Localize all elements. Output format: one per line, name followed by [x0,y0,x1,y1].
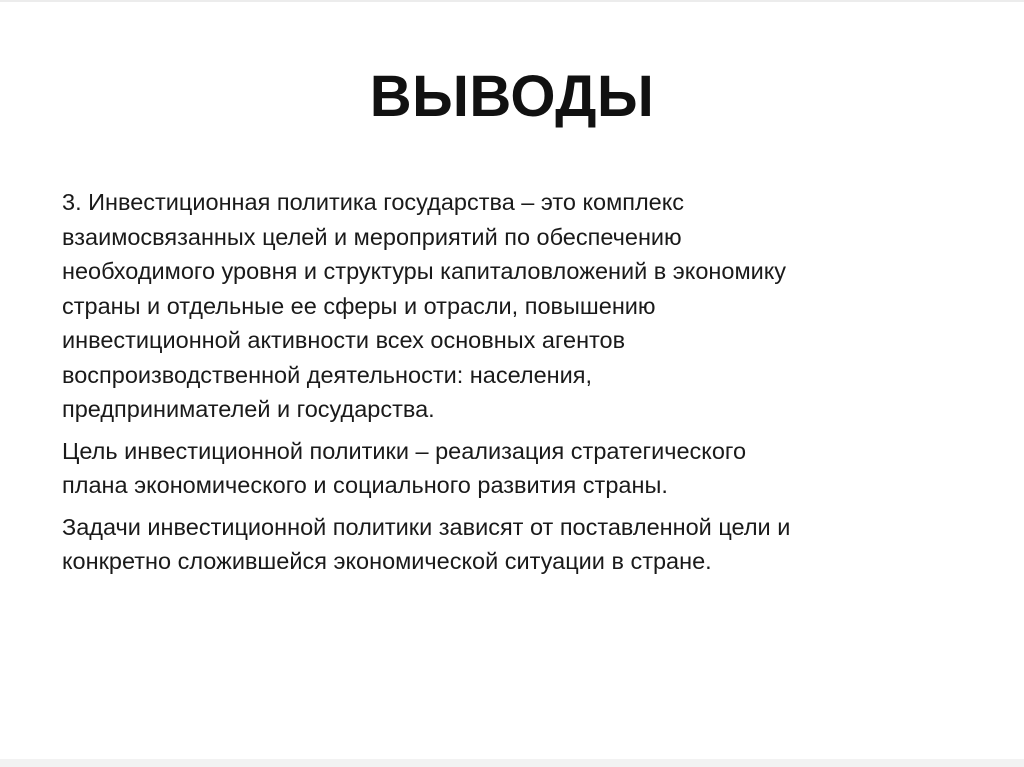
paragraph-goal [62,434,982,503]
paragraph-line: плана экономического и социального развития страны. [62,472,668,498]
paragraph-line: предпринимателей и государства. [62,396,435,422]
paragraph-line: воспроизводственной деятельности: населения, [62,361,593,388]
paragraph-line: 3. Инвестиционная политика государства – это комплекс [62,189,685,215]
paragraph-line: взаимосвязанных целей и мероприятий по обеспечению [62,223,682,250]
slide-top-edge [0,0,1024,2]
paragraph-line: конкретно сложившейся экономической ситуации в стране. [62,548,712,574]
paragraph-line: Цель инвестиционной политики – реализация стратегического [62,437,747,464]
paragraph-line: необходимого уровня и структуры капиталовложений в экономику [62,258,787,284]
slide-bottom-edge [0,759,1024,767]
paragraph-line: страны и отдельные ее сферы и отрасли, повышению [62,292,656,319]
paragraph-definition [62,185,982,427]
slide-body [62,185,982,586]
paragraph-line: инвестиционной активности всех основных агентов [62,327,626,353]
paragraph-tasks [62,510,982,579]
paragraph-line: Задачи инвестиционной политики зависят от поставленной цели и [62,513,791,540]
slide-title: ВЫВОДЫ [369,64,655,129]
